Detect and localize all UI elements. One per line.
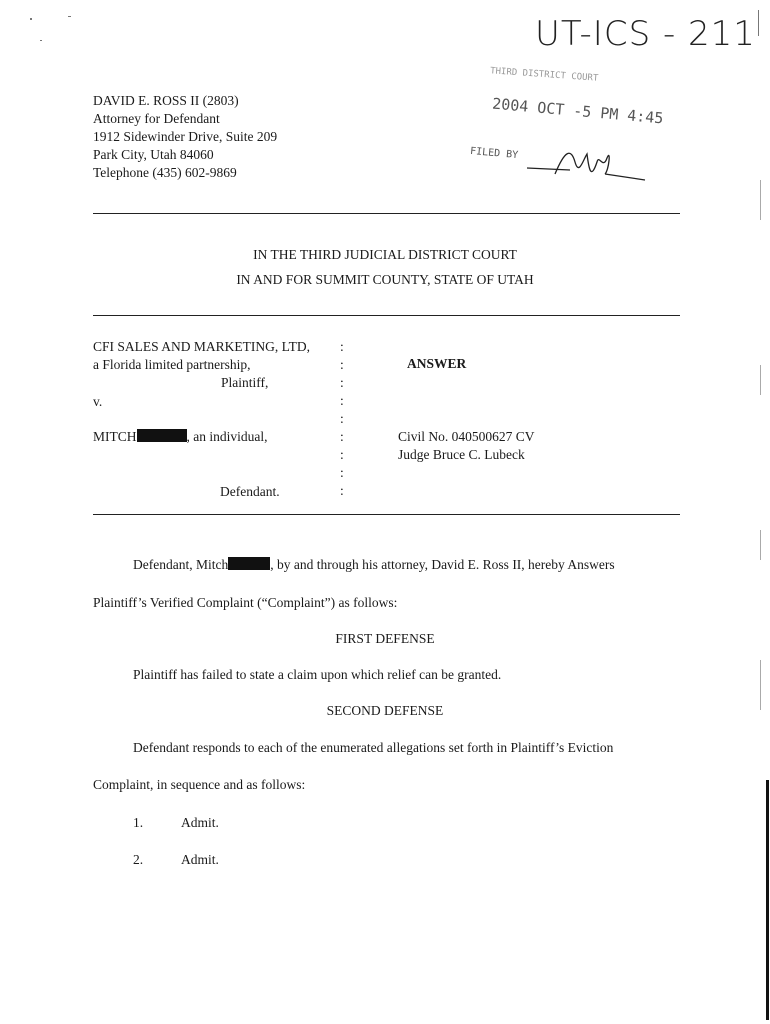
stamp-office: THIRD DISTRICT COURT xyxy=(489,66,599,84)
handwritten-case-label: UT-ICS - 211 xyxy=(535,14,756,54)
first-defense-heading: FIRST DEFENSE xyxy=(335,631,435,646)
plaintiff-description: a Florida limited partnership, xyxy=(93,357,251,372)
item-text: Admit. xyxy=(181,852,219,867)
defendant-role: Defendant. xyxy=(220,484,280,499)
defendant-description: , an individual, xyxy=(186,429,268,444)
attorney-address-line2: Park City, Utah 84060 xyxy=(93,147,214,162)
plaintiff-role: Plaintiff, xyxy=(221,375,269,390)
defendant-first-name: MITCH xyxy=(93,429,137,444)
intro-line2: Plaintiff’s Verified Complaint (“Complaint”) as follows: xyxy=(93,595,398,610)
plaintiff-name: CFI SALES AND MARKETING, LTD, xyxy=(93,339,311,354)
redaction-block xyxy=(137,429,187,442)
defendant-line xyxy=(93,428,268,446)
scan-speck xyxy=(30,18,32,20)
attorney-address-line1: 1912 Sidewinder Drive, Suite 209 xyxy=(93,129,278,144)
clerk-signature xyxy=(525,140,650,190)
redaction-block xyxy=(228,557,270,570)
caption-colon: : xyxy=(340,465,344,480)
intro-text-a: Defendant, Mitch xyxy=(133,557,229,572)
scan-edge-mark xyxy=(760,530,761,560)
stamp-date: 2004 OCT -5 PM 4:45 xyxy=(491,94,665,128)
intro-line1 xyxy=(133,556,615,574)
judge-name: Judge Bruce C. Lubeck xyxy=(398,447,525,462)
court-heading-line2: IN AND FOR SUMMIT COUNTY, STATE OF UTAH xyxy=(236,272,534,287)
scan-edge-bar xyxy=(766,780,769,1020)
versus: v. xyxy=(93,394,103,409)
caption-colon: : xyxy=(340,429,344,444)
caption-colon: : xyxy=(340,411,344,426)
caption-colon: : xyxy=(340,393,344,408)
caption-colon: : xyxy=(340,357,344,372)
scan-edge-mark xyxy=(760,180,761,220)
second-defense-line1: Defendant responds to each of the enumerated allegations set forth in Plaintiff’s Eviction xyxy=(133,740,614,755)
caption-colon: : xyxy=(340,375,344,390)
scan-speck xyxy=(68,16,71,17)
item-text: Admit. xyxy=(181,815,219,830)
caption-colon: : xyxy=(340,339,344,354)
scan-edge-mark xyxy=(758,10,759,36)
first-defense-text: Plaintiff has failed to state a claim upon which relief can be granted. xyxy=(133,667,502,682)
caption-colon: : xyxy=(340,483,344,498)
item-number: 1. xyxy=(133,815,144,830)
intro-text-b: , by and through his attorney, David E. Ross II, hereby Answers xyxy=(270,557,615,572)
civil-number: Civil No. 040500627 CV xyxy=(398,429,535,444)
stamp-filed-by: FILED BY xyxy=(469,145,519,162)
caption-top-rule xyxy=(93,315,680,316)
court-heading-line1: IN THE THIRD JUDICIAL DISTRICT COURT xyxy=(253,247,517,262)
caption-bottom-rule xyxy=(93,514,680,515)
attorney-role: Attorney for Defendant xyxy=(93,111,220,126)
scan-speck xyxy=(40,40,42,41)
attorney-phone: Telephone (435) 602-9869 xyxy=(93,165,237,180)
caption-colon: : xyxy=(340,447,344,462)
second-defense-line2: Complaint, in sequence and as follows: xyxy=(93,777,306,792)
document-title: ANSWER xyxy=(407,356,467,371)
second-defense-heading: SECOND DEFENSE xyxy=(326,703,444,718)
attorney-name: DAVID E. ROSS II (2803) xyxy=(93,93,239,108)
header-rule xyxy=(93,213,680,214)
item-number: 2. xyxy=(133,852,144,867)
scan-edge-mark xyxy=(760,365,761,395)
